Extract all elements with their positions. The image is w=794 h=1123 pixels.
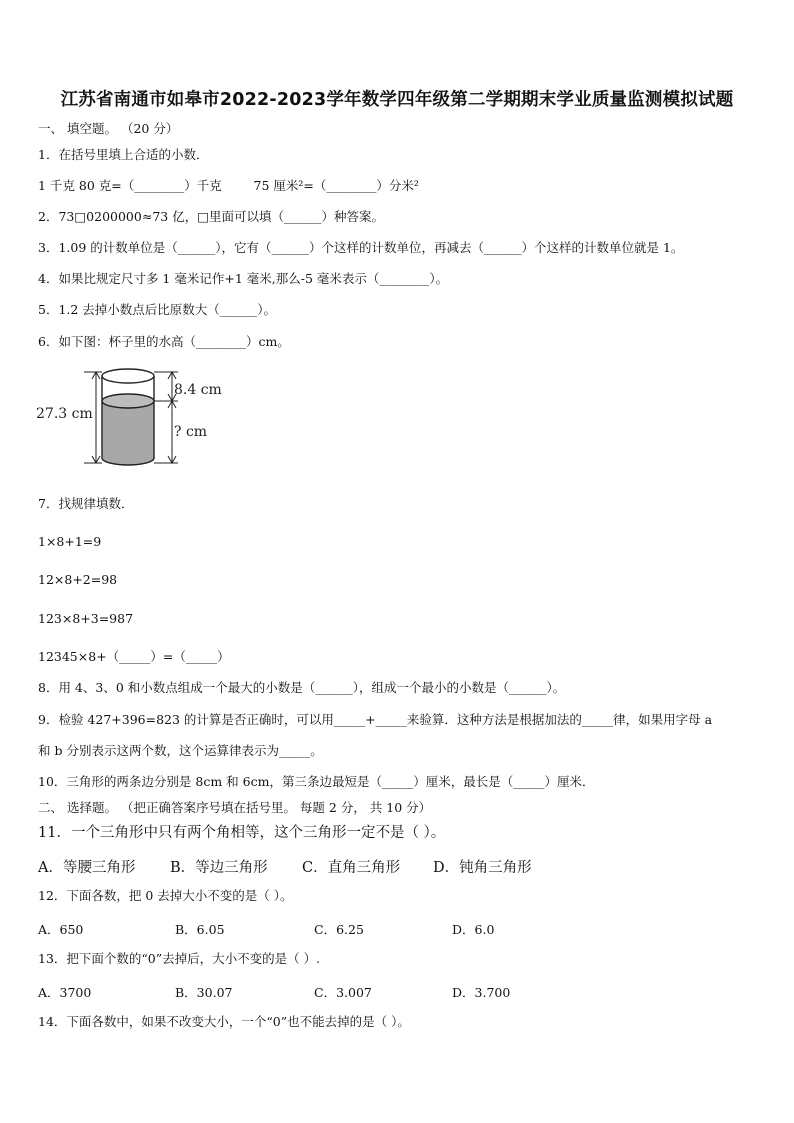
question-12: 12．下面各数，把 0 去掉大小不变的是（ ）。 [38,888,293,903]
option-a: A．650 [38,922,84,937]
question-6: 6．如下图：杯子里的水高（________）cm。 [38,334,290,349]
question-2: 2．73□0200000≈73 亿，□里面可以填（______）种答案。 [38,209,385,224]
option-c: C．3.007 [314,985,372,1000]
water-fill [102,401,154,465]
option-a: A．等腰三角形 [38,860,136,876]
cup-figure [36,362,236,474]
pattern-line-4: 12345×8+（_____）=（_____） [38,649,230,664]
option-d: D．6.0 [452,922,495,937]
question-9-line-2: 和 b 分别表示这两个数，这个运算律表示为_____。 [38,743,323,758]
option-b: B．30.07 [175,985,233,1000]
dim-total-label: 27.3 cm [36,406,93,422]
question-1: 1．在括号里填上合适的小数． [38,147,209,162]
option-d: D．钝角三角形 [433,860,532,876]
question-9-line-1: 9．检验 427+396=823 的计算是否正确时，可以用_____+_____来验算．这种方法是根据加法的_____律，如果用字母 a [38,712,713,727]
question-10: 10．三角形的两条边分别是 8cm 和 6cm，第三条边最短是（_____）厘米，最长是（_____）厘米． [38,774,595,789]
dim-top-label: 8.4 cm [174,382,222,398]
option-c: C．6.25 [314,922,364,937]
pattern-line-1: 1×8+1=9 [38,534,102,549]
question-3: 3．1.09 的计数单位是（______），它有（______）个这样的计数单位，再减去（______）个这样的计数单位就是 1。 [38,240,684,255]
question-1-items: 1 千克 80 克=（________）千克 75 厘米²=（________）分米² [38,178,419,193]
option-a: A．3700 [38,985,92,1000]
pattern-line-3: 123×8+3=987 [38,611,134,626]
option-b: B．等边三角形 [170,860,268,876]
page-title: 江苏省南通市如皋市2022-2023学年数学四年级第二学期期末学业质量监测模拟试题 [60,90,734,110]
water-surface [102,394,154,408]
question-5: 5．1.2 去掉小数点后比原数大（______）。 [38,302,277,317]
question-4: 4．如果比规定尺寸多 1 毫米记作+1 毫米,那么-5 毫米表示（________）。 [38,271,449,286]
dim-water-label: ? cm [174,424,208,440]
section-heading-fill-in: 一、 填空题。 （20 分） [38,121,179,136]
option-c: C．直角三角形 [302,860,401,876]
question-11: 11．一个三角形中只有两个角相等，这个三角形一定不是（ ）。 [38,825,446,841]
question-13: 13．把下面个数的“0”去掉后，大小不变的是（ ）. [38,951,321,966]
section-heading-choice: 二、 选择题。 （把正确答案序号填在括号里。 每题 2 分， 共 10 分） [38,800,432,815]
question-8: 8．用 4、3、0 和小数点组成一个最大的小数是（______），组成一个最小的小数是（______）。 [38,680,566,695]
question-7: 7．找规律填数． [38,496,134,511]
option-b: B．6.05 [175,922,225,937]
question-14: 14．下面各数中，如果不改变大小，一个“0”也不能去掉的是（ ）。 [38,1014,410,1029]
cup-rim [102,369,154,383]
pattern-line-2: 12×8+2=98 [38,572,118,587]
option-d: D．3.700 [452,985,511,1000]
